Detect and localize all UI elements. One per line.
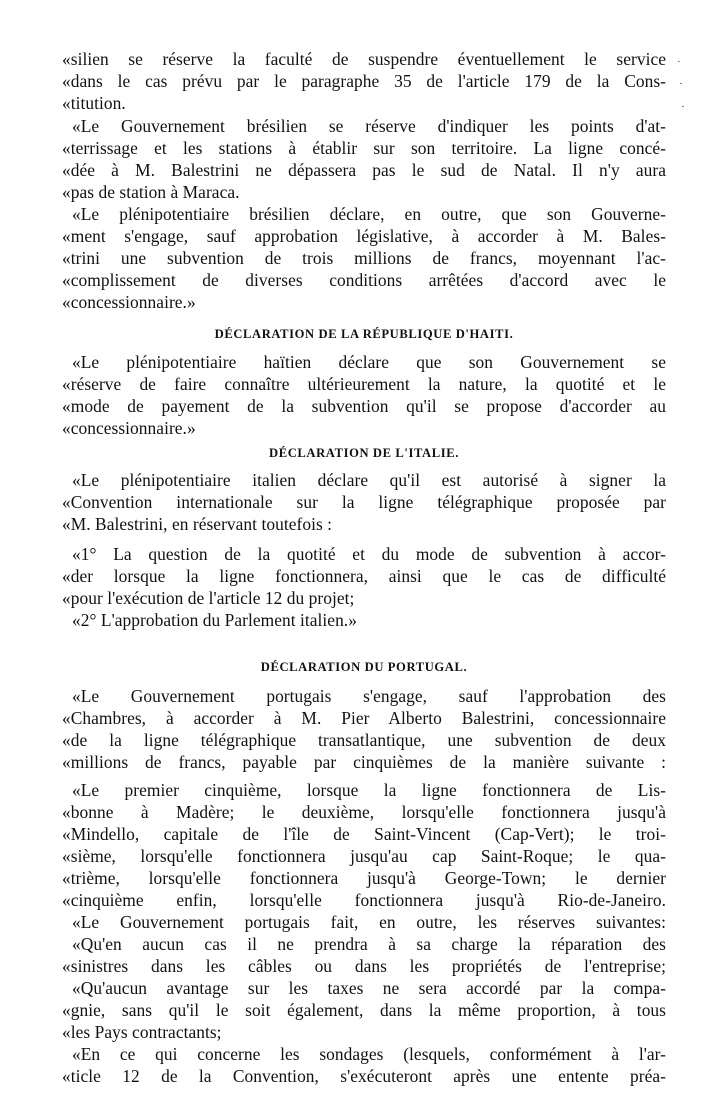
- text-line: «de la ligne télégraphique transatlantique, une subvention de deux: [62, 730, 666, 750]
- text-line: «1° La question de la quotité et du mode de subvention à accor-: [72, 544, 666, 564]
- text-line: «Le plénipotentiaire haïtien déclare que son Gouvernement se: [72, 352, 666, 372]
- text-line: «pour l'exécution de l'article 12 du projet;: [62, 588, 355, 608]
- section-heading-portugal: DÉCLARATION DU PORTUGAL.: [260, 660, 468, 674]
- text-line: «sième, lorsqu'elle fonctionnera jusqu'au cap Saint-Roque; le qua-: [62, 846, 666, 866]
- text-line: «cinquième enfin, lorsqu'elle fonctionnera jusqu'à Rio-de-Janeiro.: [62, 890, 666, 910]
- text-line: «Le Gouvernement portugais s'engage, sauf l'approbation des: [72, 686, 666, 706]
- text-line: «Convention internationale sur la ligne télégraphique proposée par: [62, 492, 666, 512]
- text-line: «complissement de diverses conditions arrêtées d'accord avec le: [62, 270, 666, 290]
- section-heading-italy: DÉCLARATION DE L'ITALIE.: [269, 446, 459, 460]
- text-line: «terrissage et les stations à établir sur son territoire. La ligne concé-: [62, 138, 666, 158]
- text-line: «2° L'approbation du Parlement italien.»: [72, 610, 357, 630]
- text-line: «titution.: [62, 93, 126, 113]
- margin-dot: ·: [681, 101, 685, 113]
- text-line: «concessionnaire.»: [62, 292, 196, 312]
- text-line: «ment s'engage, sauf approbation législative, à accorder à M. Bales-: [62, 226, 666, 246]
- text-line: «Le Gouvernement portugais fait, en outre, les réserves suivantes:: [72, 912, 666, 932]
- text-line: «ticle 12 de la Convention, s'exécuteront après une entente préa-: [62, 1066, 666, 1086]
- text-line: «trini une subvention de trois millions de francs, moyennant l'ac-: [62, 248, 666, 268]
- text-line: «gnie, sans qu'il le soit également, dans la même proportion, à tous: [62, 1000, 666, 1020]
- text-line: «Mindello, capitale de l'île de Saint-Vincent (Cap-Vert); le troi-: [62, 824, 666, 844]
- text-line: «les Pays contractants;: [62, 1022, 222, 1042]
- text-line: «Le plénipotentiaire italien déclare qu'il est autorisé à signer la: [72, 470, 666, 490]
- text-line: «trième, lorsqu'elle fonctionnera jusqu'à George-Town; le dernier: [62, 868, 666, 888]
- text-line: «Qu'aucun avantage sur les taxes ne sera accordé par la compa-: [72, 978, 666, 998]
- text-line: «En ce qui concerne les sondages (lesquels, conformément à l'ar-: [72, 1044, 666, 1064]
- text-line: «bonne à Madère; le deuxième, lorsqu'elle fonctionnera jusqu'à: [62, 802, 666, 822]
- text-line: «silien se réserve la faculté de suspendre éventuellement le service: [62, 49, 666, 69]
- text-line: «millions de francs, payable par cinquièmes de la manière suivante :: [62, 752, 666, 772]
- text-line: «Qu'en aucun cas il ne prendra à sa charge la réparation des: [72, 934, 666, 954]
- text-line: «dée à M. Balestrini ne dépassera pas le sud de Natal. Il n'y aura: [62, 160, 666, 180]
- text-line: «Le plénipotentiaire brésilien déclare, en outre, que son Gouverne-: [72, 204, 666, 224]
- text-line: «mode de payement de la subvention qu'il se propose d'accorder au: [62, 396, 666, 416]
- text-line: «concessionnaire.»: [62, 418, 196, 438]
- margin-dot: ·: [677, 56, 681, 68]
- text-line: «Le premier cinquième, lorsque la ligne fonctionnera de Lis-: [72, 780, 666, 800]
- text-line: «pas de station à Maraca.: [62, 182, 240, 202]
- text-line: «sinistres dans les câbles ou dans les propriétés de l'entreprise;: [62, 956, 666, 976]
- margin-dot: ·: [679, 78, 683, 90]
- text-line: «der lorsque la ligne fonctionnera, ainsi que le cas de difficulté: [62, 566, 666, 586]
- text-line: «M. Balestrini, en réservant toutefois :: [62, 514, 333, 534]
- text-line: «dans le cas prévu par le paragraphe 35 de l'article 179 de la Cons-: [62, 71, 666, 91]
- text-line: «Le Gouvernement brésilien se réserve d'indiquer les points d'at-: [72, 116, 666, 136]
- text-line: «réserve de faire connaître ultérieurement la nature, la quotité et le: [62, 374, 666, 394]
- text-line: «Chambres, à accorder à M. Pier Alberto Balestrini, concessionnaire: [62, 708, 666, 728]
- section-heading-haiti: DÉCLARATION DE LA RÉPUBLIQUE D'HAITI.: [214, 327, 514, 341]
